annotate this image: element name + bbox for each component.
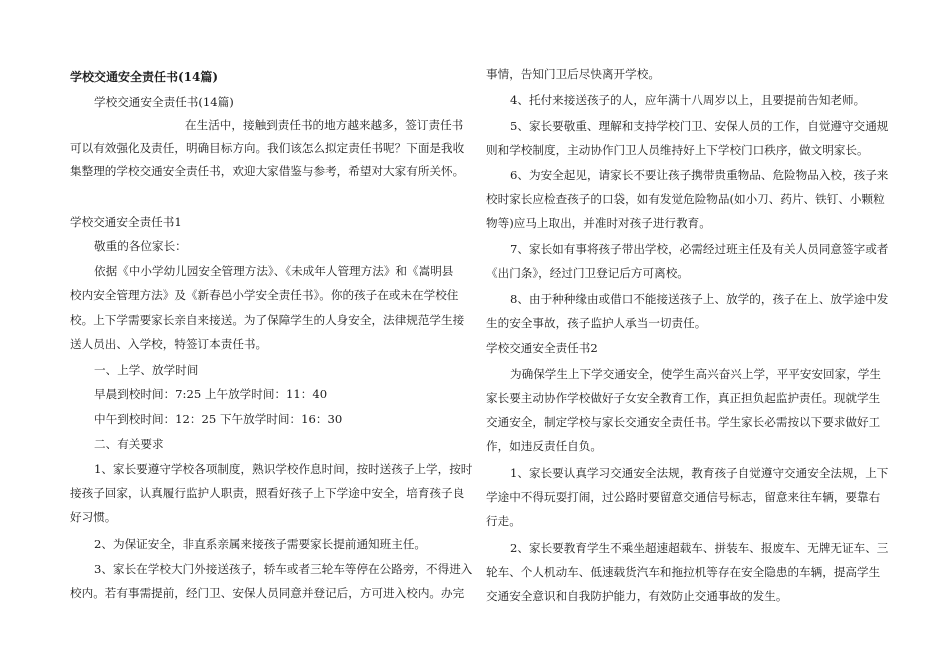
body-line: 校内。若有事需提前，经门卫、安保人员同意并登记后，方可进入校内。办完 <box>70 586 465 600</box>
body-line: 学途中不得玩耍打闹，过公路时要留意交通信号标志，留意来往车辆，要靠右 <box>486 490 881 504</box>
body-line: 为确保学生上下学交通安全，使学生高兴奋兴上学，平平安安回家，学生 <box>510 367 882 381</box>
body-line: 6、为安全起见，请家长不要让孩子携带贵重物品、危险物品入校，孩子来 <box>510 168 889 182</box>
body-line: 8、由于种种缘由或借口不能接送孩子上、放学的，孩子在上、放学途中发 <box>510 292 889 306</box>
body-line: 则和学校制度，主动协作门卫人员维持好上下学校门口秩序，做文明家长。 <box>486 143 869 157</box>
subtitle-line: 学校交通安全责任书(14篇) <box>94 95 234 109</box>
body-line: 行走。 <box>486 514 521 528</box>
body-line: 校时家长应检查孩子的口袋，如有发觉危险物品(如小刀、药片、铁钉、小颗粒 <box>486 192 885 206</box>
body-line: 交通安全，制定学校与家长交通安全责任书。学生家长必需按以下要求做好工 <box>486 415 881 429</box>
body-line: 依据《中小学幼儿园安全管理方法》、《未成年人管理方法》和《嵩明县 <box>94 264 454 278</box>
subheading: 一、上学、放学时间 <box>94 363 199 377</box>
body-line: 1、家长要认真学习交通安全法规，教育孩子自觉遵守交通安全法规，上下 <box>510 466 889 480</box>
body-line: 校。上下学需要家长亲自来接送。为了保障学生的人身安全，法律规范学生接 <box>70 313 465 327</box>
body-line: 3、家长在学校大门外接送孩子，轿车或者三轮车等停在公路旁，不得进入 <box>94 562 473 576</box>
body-line: 1、家长要遵守学校各项制度，熟识学校作息时间，按时送孩子上学，按时 <box>94 462 473 476</box>
body-line: 作，如违反责任自负。 <box>486 439 602 453</box>
intro-line: 集整理的学校交通安全责任书，欢迎大家借鉴与参考，希望对大家有所关怀。 <box>70 164 465 178</box>
subheading: 二、有关要求 <box>94 437 164 451</box>
body-line: 4、托付来接送孩子的人，应年满十八周岁以上，且要提前告知老师。 <box>510 93 866 107</box>
body-line: 事情，告知门卫后尽快离开学校。 <box>486 67 660 81</box>
body-line: 交通安全意识和自我防护能力，有效防止交通事故的发生。 <box>486 589 788 603</box>
body-line: 接孩子回家，认真履行监护人职责，照看好孩子上下学途中安全，培育孩子良 <box>70 486 465 500</box>
body-line: 5、家长要敬重、理解和支持学校门卫、安保人员的工作，自觉遵守交通规 <box>510 119 889 133</box>
body-line: 好习惯。 <box>70 510 117 524</box>
body-line: 校内安全管理方法》及《新春邑小学安全责任书》。你的孩子在或未在学校住 <box>70 288 459 302</box>
document-title: 学校交通安全责任书(14篇) <box>70 70 219 84</box>
intro-line: 在生活中，接触到责任书的地方越来越多，签订责任书 <box>185 118 464 132</box>
body-line: 家长要主动协作学校做好子女安全教育工作，真正担负起监护责任。现就学生 <box>486 391 881 405</box>
section-heading: 学校交通安全责任书1 <box>70 215 182 229</box>
body-line: 送人员出、入学校，特签订本责任书。 <box>70 337 268 351</box>
body-line: 物等)应马上取出，并准时对孩子进行教育。 <box>486 216 711 230</box>
body-line: 2、家长要教育学生不乘坐超速超载车、拼装车、报废车、无牌无证车、三 <box>510 541 889 555</box>
body-line: 《出门条》，经过门卫登记后方可离校。 <box>486 266 689 280</box>
schedule-line: 中午到校时间：12：25 下午放学时间：16：30 <box>94 412 343 426</box>
body-line: 7、家长如有事将孩子带出学校，必需经过班主任及有关人员同意签字或者 <box>510 242 889 256</box>
body-line: 轮车、个人机动车、低速载货汽车和拖拉机等存在安全隐患的车辆，提高学生 <box>486 565 881 579</box>
body-line: 生的安全事故，孩子监护人承当一切责任。 <box>486 316 707 330</box>
intro-line: 可以有效强化及责任，明确目标方向。我们该怎么拟定责任书呢？下面是我收 <box>70 141 465 155</box>
salutation: 敬重的各位家长： <box>94 239 187 253</box>
body-line: 2、为保证安全，非直系亲属来接孩子需要家长提前通知班主任。 <box>94 537 427 551</box>
schedule-line: 早晨到校时间：7:25 上午放学时间：11：40 <box>94 387 328 401</box>
section-heading: 学校交通安全责任书2 <box>486 341 598 355</box>
